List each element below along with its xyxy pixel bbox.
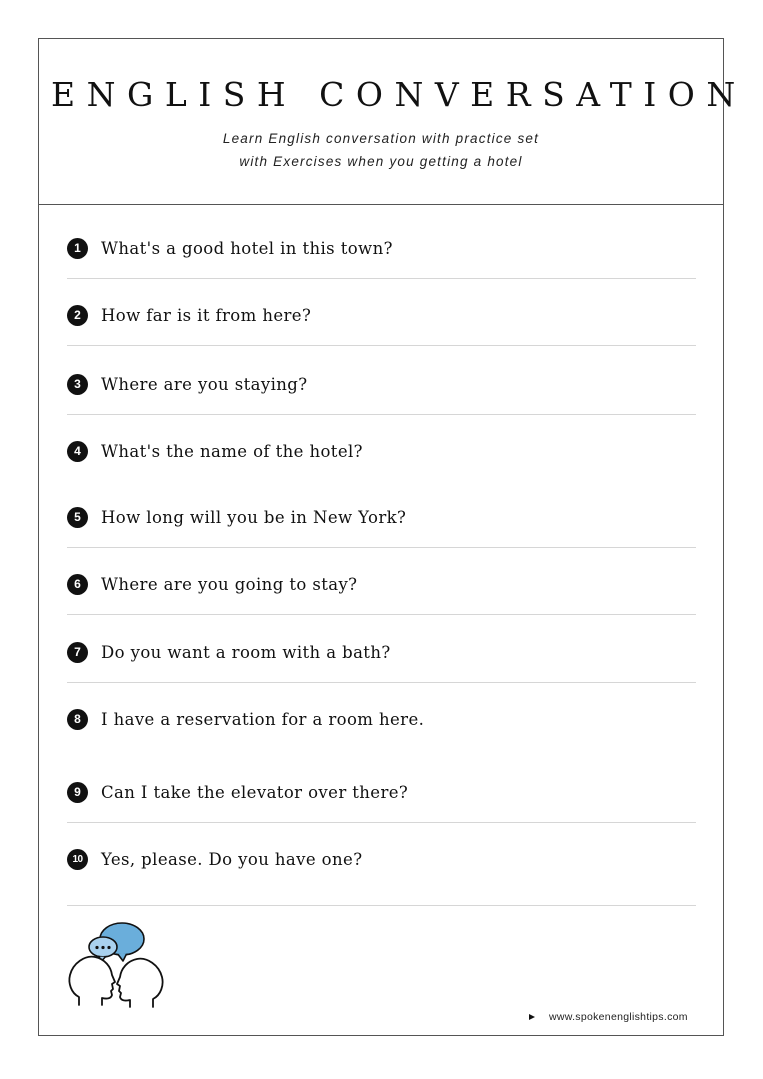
question-number: 2 [67, 305, 88, 326]
question-item [67, 572, 357, 596]
divider [67, 547, 696, 548]
divider [67, 905, 696, 906]
question-item [67, 707, 424, 731]
question-item [67, 640, 391, 664]
question-number: 10 [67, 849, 88, 870]
question-number: 7 [67, 642, 88, 663]
question-number: 6 [67, 574, 88, 595]
subtitle-line-1: Learn English conversation with practice set [222, 131, 540, 146]
divider [67, 822, 696, 823]
question-number: 1 [67, 238, 88, 259]
divider [67, 614, 696, 615]
subtitle-line-2: with Exercises when you getting a hotel [239, 154, 523, 169]
conversation-heads-icon [65, 919, 165, 1011]
question-number: 5 [67, 507, 88, 528]
question-item [67, 303, 311, 327]
question-item [67, 236, 393, 260]
website-link[interactable]: www.spokenenglishtips.com [549, 1011, 688, 1023]
question-item [67, 505, 406, 529]
divider [67, 278, 696, 279]
question-text: Where are you going to stay? [101, 574, 358, 594]
header [39, 39, 747, 205]
divider [67, 682, 696, 683]
question-text: How long will you be in New York? [101, 507, 407, 527]
question-text: What's the name of the hotel? [101, 441, 363, 461]
question-text: How far is it from here? [101, 305, 312, 325]
question-text: Can I take the elevator over there? [101, 782, 409, 802]
divider [67, 345, 696, 346]
question-number: 8 [67, 709, 88, 730]
question-text: Do you want a room with a bath? [101, 642, 391, 662]
play-arrow-icon [529, 1014, 535, 1020]
question-number: 9 [67, 782, 88, 803]
question-text: Yes, please. Do you have one? [101, 849, 363, 869]
question-text: Where are you staying? [101, 374, 308, 394]
footer [529, 1011, 688, 1023]
worksheet [38, 38, 747, 1036]
divider [67, 414, 696, 415]
question-item [67, 439, 363, 463]
question-number: 4 [67, 441, 88, 462]
question-number: 3 [67, 374, 88, 395]
page-title: ENGLISH CONVERSATION [51, 75, 747, 114]
question-item [67, 847, 362, 871]
question-item [67, 780, 408, 804]
question-text: What's a good hotel in this town? [101, 238, 393, 258]
question-item [67, 372, 307, 396]
question-text: I have a reservation for a room here. [101, 709, 425, 729]
